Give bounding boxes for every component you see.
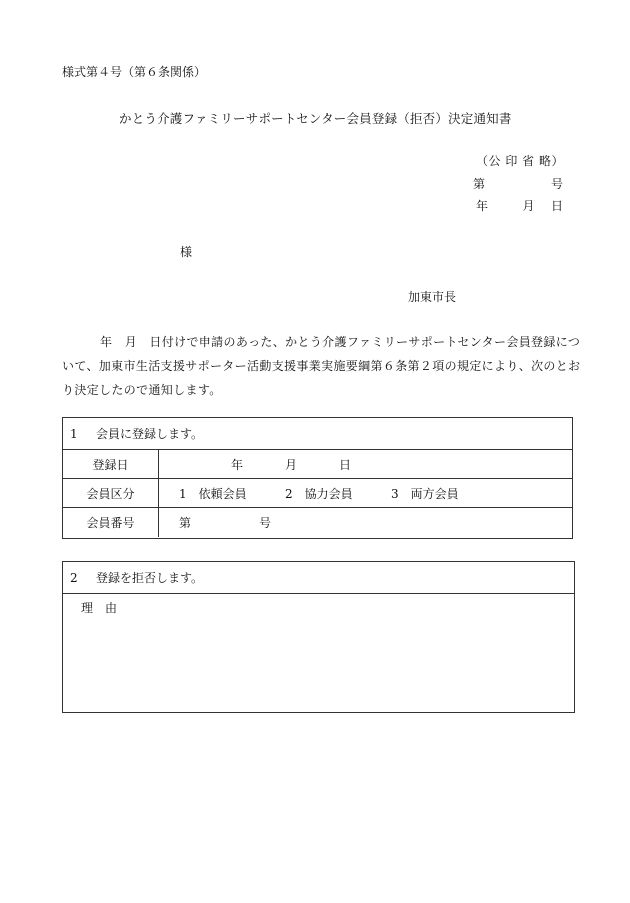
rejection-heading-number: 2 — [70, 570, 78, 585]
member-type-label: 会員区分 — [63, 479, 159, 507]
member-number-suffix: 号 — [259, 516, 272, 530]
member-number-prefix: 第 — [179, 516, 192, 530]
approval-heading-text: 会員に登録します。 — [96, 427, 204, 441]
rejection-heading — [63, 562, 574, 594]
registration-day: 日 — [339, 457, 352, 472]
date-day: 日 — [550, 199, 563, 213]
approval-heading-number: 1 — [70, 426, 78, 441]
recipient-honorific: 様 — [180, 245, 193, 259]
registration-date-row — [63, 450, 572, 479]
notice-body-text: 年 月 日付けで申請のあった、かとう介護ファミリーサポートセンター会員登録について、加東市生活支援サポーター活動支援事業実施要綱第６条第２項の規定により、次のとおり決定したので通知します。 — [62, 335, 581, 397]
document-number-prefix: 第 — [473, 177, 486, 191]
member-number-label: 会員番号 — [63, 508, 159, 537]
registration-rejection-box — [62, 561, 575, 713]
approval-heading — [63, 418, 572, 450]
document-number-line — [473, 175, 563, 192]
member-type-option-helper: 2 協力会員 — [285, 486, 353, 501]
member-number-value — [159, 508, 572, 537]
seal-omitted-note: （公 印 省 略） — [476, 154, 564, 168]
member-type-row — [63, 479, 572, 508]
member-number-row — [63, 508, 572, 537]
document-date-line — [473, 197, 563, 214]
date-month: 月 — [522, 199, 535, 213]
issuer-name: 加東市長 — [408, 290, 457, 304]
registration-year: 年 — [231, 457, 244, 472]
member-type-options — [159, 479, 572, 507]
document-number-suffix: 号 — [550, 177, 563, 191]
registration-approval-box — [62, 417, 573, 539]
member-type-option-both: 3 両方会員 — [391, 486, 459, 501]
rejection-heading-text: 登録を拒否します。 — [96, 571, 204, 585]
rejection-reason-label: 理 由 — [81, 601, 118, 615]
document-title: かとう介護ファミリーサポートセンター会員登録（拒否）決定通知書 — [119, 111, 512, 126]
registration-date-value — [159, 450, 572, 478]
date-year: 年 — [476, 199, 489, 213]
member-type-option-requester: 1 依頼会員 — [179, 486, 247, 501]
form-number-label: 様式第４号（第６条関係） — [62, 65, 207, 79]
registration-date-label: 登録日 — [63, 450, 159, 478]
registration-month: 月 — [285, 457, 298, 472]
